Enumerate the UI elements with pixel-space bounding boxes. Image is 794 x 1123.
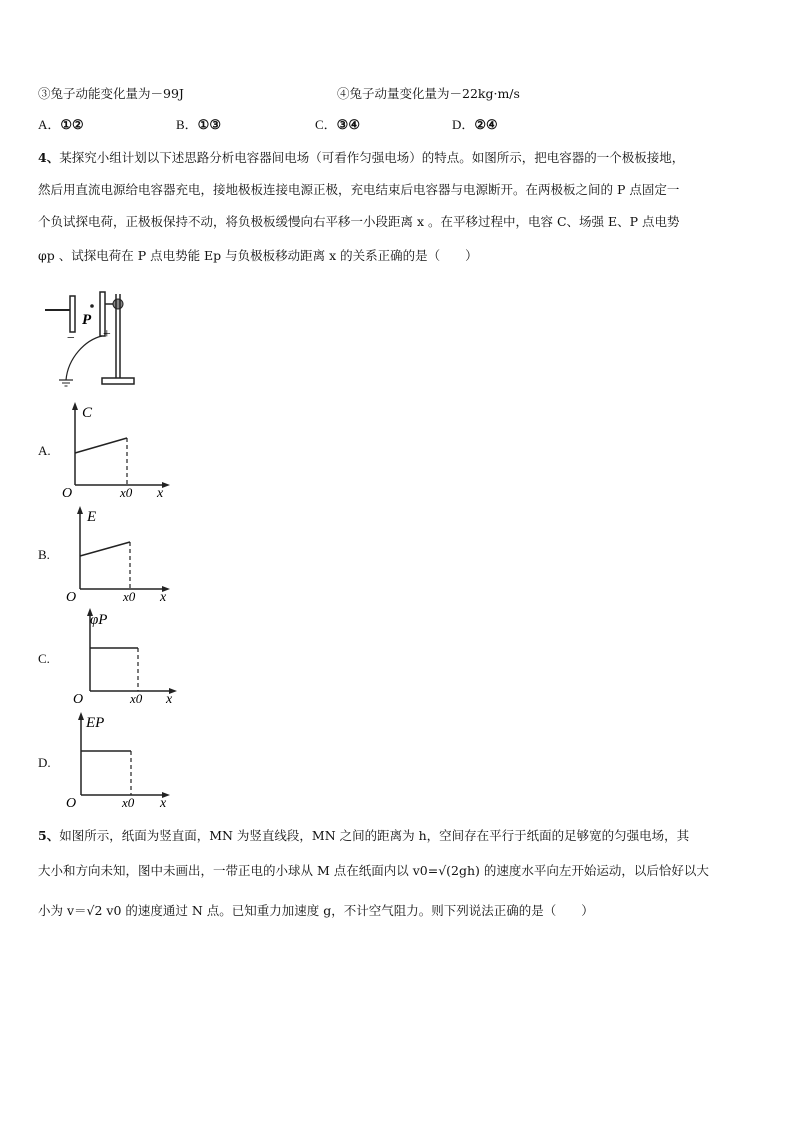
- q4-line-2: 然后用直流电源给电容器充电，接地极板连接电源正极，充电结束后电容器与电源断开。在两极板之间的 P 点固定一: [38, 182, 680, 197]
- graph-d-tick: x0: [122, 795, 135, 810]
- graph-b: [60, 504, 180, 604]
- option-letter: A．: [38, 117, 61, 132]
- q4-line-4: φp 、试探电荷在 P 点电势能 Ep 与负极板移动距离 x 的关系正确的是（ ）: [38, 248, 478, 263]
- q3-option-b[interactable]: [176, 114, 221, 133]
- figure-label-p: P: [82, 312, 92, 328]
- q5-line-2: 大小和方向未知，图中未画出，一带正电的小球从 M 点在纸面内以 v0=√(2gh) 的速度水平向左开始运动，以后恰好以大: [38, 863, 709, 878]
- option-text: ①②: [60, 117, 84, 132]
- q3-option-d[interactable]: [452, 114, 498, 133]
- option-text: ②④: [474, 117, 498, 132]
- q5-line-3: 小为 v＝√2 v0 的速度通过 N 点。已知重力加速度 g，不计空气阻力。则下列说法正确的是（ ）: [38, 903, 594, 918]
- graph-c-yaxis: φP: [90, 612, 108, 628]
- option-letter: C．: [315, 117, 337, 132]
- q4-number: 4、: [38, 150, 60, 165]
- graph-c-origin: O: [73, 692, 84, 706]
- figure-label-plus: +: [102, 327, 112, 342]
- graph-c: [60, 606, 185, 706]
- option-text: ①③: [197, 117, 221, 132]
- option-letter: D．: [452, 117, 475, 132]
- graph-d-xaxis: x: [160, 796, 167, 810]
- graph-b-xaxis: x: [160, 590, 167, 604]
- q5-line-1: 5、如图所示，纸面为竖直面，MN 为竖直线段，MN 之间的距离为 h，空间存在平行于纸面的足够宽的匀强电场，其: [38, 828, 690, 843]
- graph-d-origin: O: [66, 796, 77, 810]
- graph-c-tick: x0: [130, 691, 143, 706]
- graph-a-yaxis: C: [82, 405, 93, 421]
- graph-b-yaxis: E: [87, 509, 97, 525]
- graph-d-yaxis: EP: [86, 715, 105, 731]
- statement-4: ④兔子动量变化量为－22kg·m/s: [337, 86, 520, 101]
- q3-option-c[interactable]: [315, 114, 360, 133]
- graph-b-option[interactable]: B.: [38, 547, 50, 562]
- graph-b-tick: x0: [123, 589, 136, 604]
- figure-label-minus: −: [66, 331, 76, 346]
- q4-line-3: 个负试探电荷，正极板保持不动，将负极板缓慢向右平移一小段距离 x 。在平移过程中，电容 C、场强 E、P 点电势: [38, 214, 680, 229]
- q3-option-a[interactable]: [38, 114, 84, 133]
- graph-a-tick: x0: [120, 485, 133, 500]
- graph-a-option[interactable]: A.: [38, 443, 51, 458]
- graph-d: [60, 710, 180, 810]
- graph-b-origin: O: [66, 590, 77, 604]
- graph-c-option[interactable]: C.: [38, 651, 50, 666]
- capacitor-figure: [40, 288, 150, 388]
- option-letter: B．: [176, 117, 198, 132]
- graph-d-option[interactable]: D.: [38, 755, 51, 770]
- statement-3: ③兔子动能变化量为－99J: [38, 86, 184, 101]
- option-text: ③④: [336, 117, 360, 132]
- graph-a-xaxis: x: [157, 486, 164, 500]
- q4-line-1: 4、某探究小组计划以下述思路分析电容器间电场（可看作匀强电场）的特点。如图所示，把电容器的一个极板接地，: [38, 150, 685, 165]
- graph-a-origin: O: [62, 486, 73, 500]
- q5-number: 5、: [38, 828, 60, 843]
- graph-a: [60, 400, 180, 500]
- graph-c-xaxis: x: [166, 692, 173, 706]
